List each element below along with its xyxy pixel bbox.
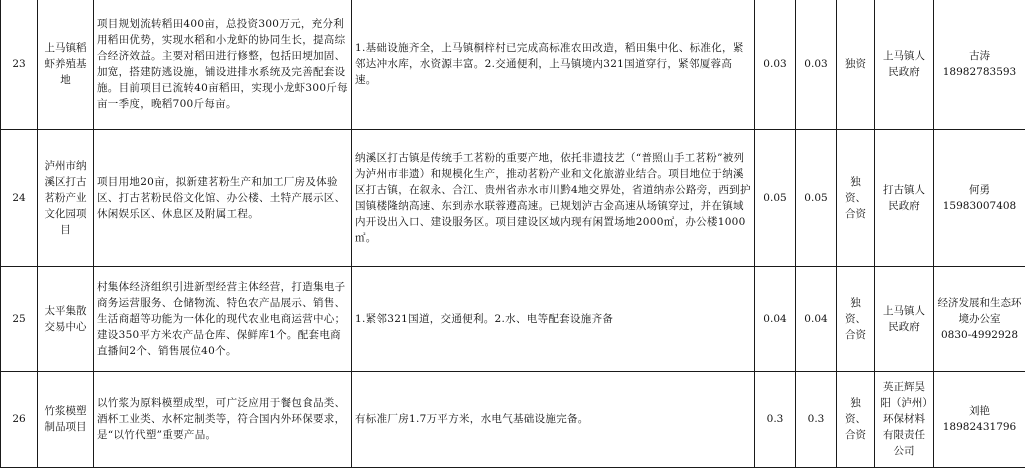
- project-name: 太平集散交易中心: [38, 266, 94, 371]
- contact-cell: [934, 371, 1025, 467]
- table-row: [1, 0, 1025, 129]
- investment-value-secondary: 0.05: [796, 129, 837, 266]
- investment-value-secondary: 0.3: [796, 371, 837, 467]
- responsible-unit: 英正辉昊阳（泸州）环保材料有限责任公司: [875, 371, 934, 467]
- contact-name: 何勇: [969, 183, 990, 196]
- cooperation-mode: 独资、合资: [837, 371, 875, 467]
- project-content: 项目规划流转稻田400亩，总投资300万元，充分利用稻田优势，实现水稻和小龙虾的协同生长，提高综合经济效益。主要对稻田进行修整，包括田埂加固、加宽，搭建防逃设施，铺设进排水系统及完善配套设施。目前项目已流转40亩稻田，实现小龙虾300斤每亩一季度，晚稻700斤每亩。: [94, 0, 352, 129]
- contact-name: 古涛: [969, 50, 990, 63]
- contact-cell: [934, 0, 1025, 129]
- contact-phone: 18982431796: [942, 421, 1017, 433]
- cooperation-mode: 独资: [837, 0, 875, 129]
- contact-phone: 15983007408: [942, 199, 1017, 212]
- contact-phone: 18982783593: [942, 66, 1017, 79]
- row-number: 24: [1, 129, 38, 266]
- row-number: 23: [1, 0, 38, 129]
- project-conditions: 1.紧邻321国道，交通便利。2.水、电等配套设施齐备: [352, 266, 755, 371]
- contact-phone: 0830-4992928: [940, 328, 1019, 341]
- project-content: 项目用地20亩，拟新建茗粉生产和加工厂房及体验区、打古茗粉民俗文化馆、办公楼、土特产展示区、休闲娱乐区、休息区及附属工程。: [94, 129, 352, 266]
- contact-cell: [934, 266, 1025, 371]
- responsible-unit: 上马镇人民政府: [875, 0, 934, 129]
- investment-value: 0.3: [755, 371, 796, 467]
- project-name: 上马镇稻虾养殖基地: [38, 0, 94, 129]
- investment-value: 0.04: [755, 266, 796, 371]
- investment-value-secondary: 0.03: [796, 0, 837, 129]
- contact-name: 经济发展和生态环境办公室: [937, 296, 1022, 325]
- cooperation-mode: 独资、合资: [837, 266, 875, 371]
- project-name: 泸州市纳溪区打古茗粉产业文化园项目: [38, 129, 94, 266]
- project-conditions: 有标准厂房1.7万平方米，水电气基础设施完备。: [352, 371, 755, 467]
- contact-name: 刘艳: [969, 405, 990, 417]
- project-content: 以竹浆为原料模塑成型，可广泛应用于餐包食品类、酒杯工业类、水杯定制类等，符合国内外环保要求，是“以竹代塑”重要产品。: [94, 371, 352, 467]
- project-content: 村集体经济组织引进新型经营主体经营，打造集电子商务运营服务、仓储物流、特色农产品展示、销售、生活商超等功能为一体化的现代农业电商运营中心；建设350平方米农产品仓库、保鲜库1个。配套电商直播间2个、销售展位40个。: [94, 266, 352, 371]
- project-conditions: 纳溪区打古镇是传统手工茗粉的重要产地，依托非遗技艺（“普照山手工茗粉”被列为泸州市非遗）和规模化生产，推动茗粉产业和文化旅游业结合。项目地位于纳溪区打古镇，在叙永、合江、贵州省赤水市川黔4地交界处，省道纳赤公路旁，西到护国镇楼隆纳高速、东到赤水联蓉遵高速。已规划泸古金高速从场镇穿过，并在镇域内开设出入口、建设服务区。项目建设区域内现有闲置场地2000㎡，办公楼1000㎡。: [352, 129, 755, 266]
- investment-value: 0.03: [755, 0, 796, 129]
- row-number: 26: [1, 371, 38, 467]
- responsible-unit: 打古镇人民政府: [875, 129, 934, 266]
- table-row: [1, 129, 1025, 266]
- table-row: [1, 266, 1025, 371]
- investment-value: 0.05: [755, 129, 796, 266]
- project-name: 竹浆模塑制品项目: [38, 371, 94, 467]
- contact-cell: [934, 129, 1025, 266]
- project-conditions: 1.基础设施齐全，上马镇桐梓村已完成高标准农田改造，稻田集中化、标准化，紧邻达冲水库，水资源丰富。2.交通便利，上马镇境内321国道穿行，紧邻厦蓉高速。: [352, 0, 755, 129]
- responsible-unit: 上马镇人民政府: [875, 266, 934, 371]
- cooperation-mode: 独资、合资: [837, 129, 875, 266]
- investment-value-secondary: 0.04: [796, 266, 837, 371]
- row-number: 25: [1, 266, 38, 371]
- table-row: [1, 371, 1025, 467]
